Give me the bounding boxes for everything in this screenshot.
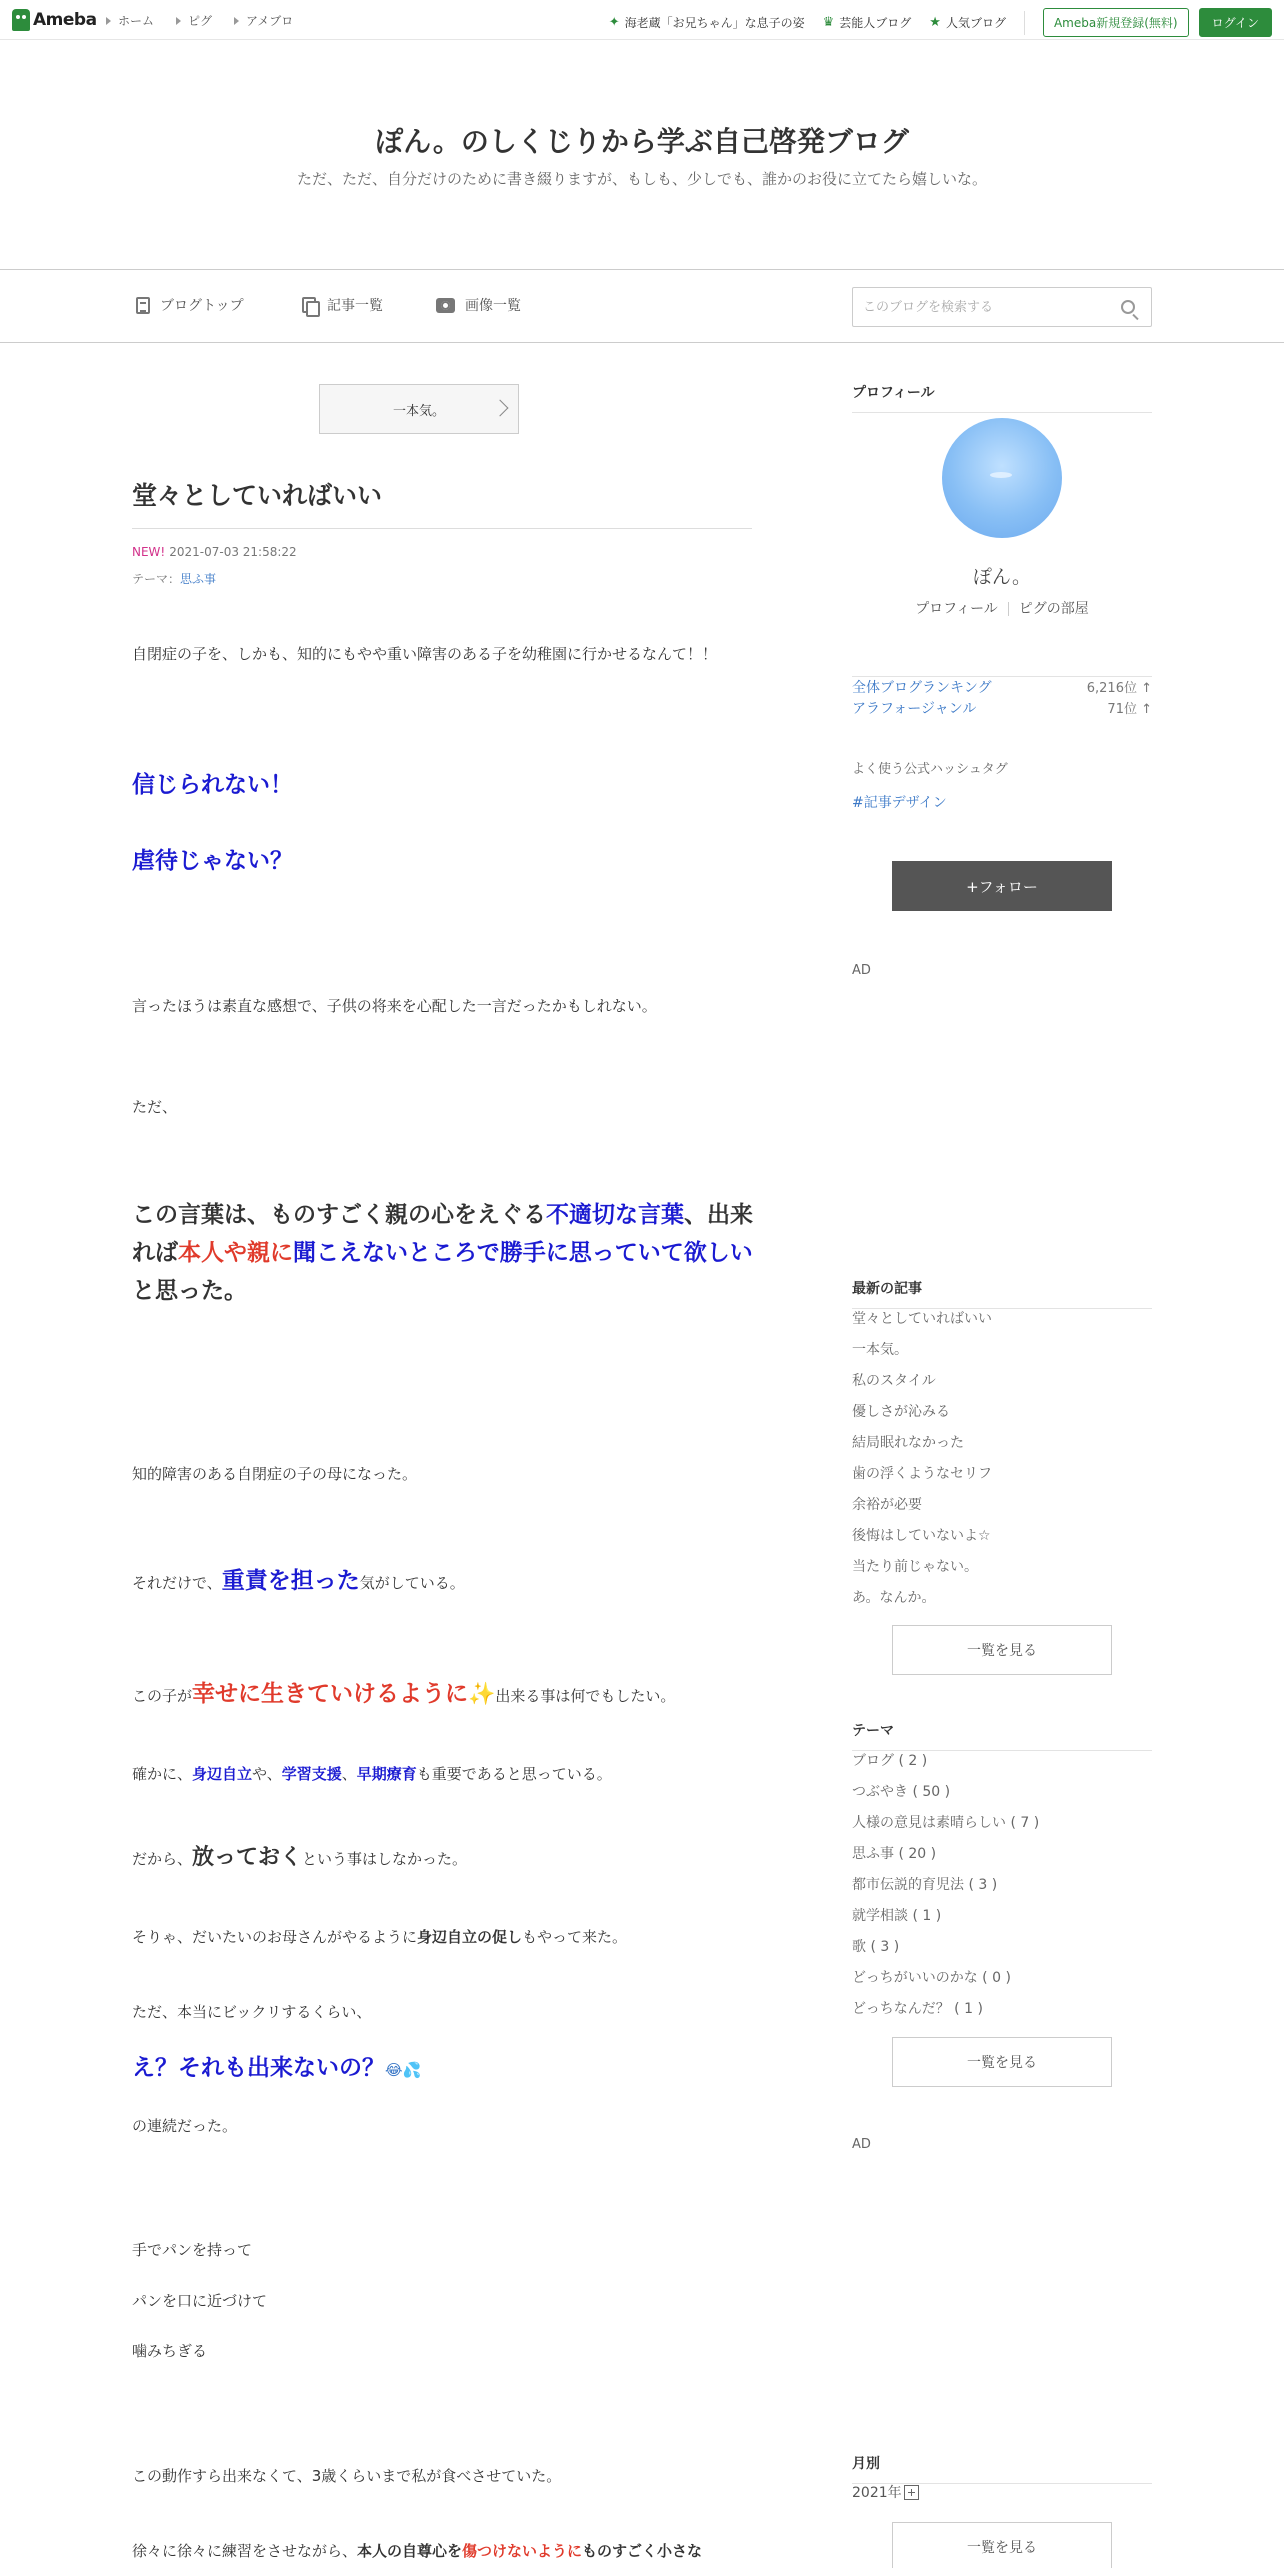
blog-header (0, 40, 1284, 270)
blog-title[interactable]: ぽん。のしくじりから学ぶ自己啓発ブログ (375, 125, 909, 158)
recent-item[interactable]: 堂々としていればいい (852, 1311, 992, 1327)
ad-label: AD (852, 2137, 871, 2152)
star-icon: ★ (929, 15, 941, 30)
recent-list (852, 1304, 1152, 1614)
paragraph: 確かに、身辺自立や、学習支援、早期療育も重要であると思っている。 (132, 1765, 612, 1783)
entry-title[interactable]: 堂々としていればいい (132, 476, 752, 529)
divider (1008, 602, 1009, 616)
entry-datetime: 2021-07-03 21:58:22 (169, 545, 297, 559)
recent-more-button[interactable]: 一覧を見る (892, 1625, 1112, 1675)
login-button[interactable]: ログイン (1199, 8, 1272, 37)
blog-top-link[interactable]: ブログトップ (136, 295, 244, 315)
profile-link[interactable]: プロフィール (915, 601, 998, 617)
global-nav (106, 12, 293, 29)
hashtag-heading: よく使う公式ハッシュタグ (852, 762, 1008, 777)
divider (1024, 11, 1025, 35)
paragraph: 徐々に徐々に練習をさせながら、本人の自尊心を傷つけないようにものすごく小さな (132, 2542, 703, 2560)
profile-heading: プロフィール (852, 382, 1152, 413)
profile-section (852, 382, 1152, 413)
recent-item[interactable]: 一本気。 (852, 1342, 908, 1358)
paragraph: そりゃ、だいたいのお母さんがやるように身辺自立の促しもやって来た。 (132, 1928, 628, 1946)
chevron-right-icon (492, 400, 509, 417)
register-button[interactable]: Ameba新規登録(無料) (1043, 8, 1189, 37)
recent-item[interactable]: 私のスタイル (852, 1373, 936, 1389)
theme-item[interactable]: 人様の意見は素晴らしい ( 7 ) (852, 1815, 1040, 1831)
theme-item[interactable]: つぶやき ( 50 ) (852, 1784, 951, 1800)
emphasis-paragraph: この言葉は、ものすごく親の心をえぐる不適切な言葉、出来れば本人や親に聞こえないところで勝手に思っていて欲しいと思った。 (132, 1202, 753, 1304)
nav-home[interactable]: ホーム (106, 12, 154, 29)
pig-room-link[interactable]: ピグの部屋 (1018, 601, 1089, 617)
document-icon (136, 297, 150, 314)
ameba-logo-icon (12, 9, 30, 31)
paragraph: 自閉症の子を、しかも、知的にもやや重い障害のある子を幼稚園に行かせるなんて！！ (132, 645, 718, 663)
rank-all: 全体ブログランキング 6,216位 ↑ (852, 676, 1152, 697)
rank-genre: アラフォージャンル 71位 ↑ (852, 701, 1152, 717)
blog-description: ただ、ただ、自分だけのために書き綴りますが、もしも、少しでも、誰かのお役に立てたら嬉しいな。 (296, 170, 987, 188)
ameba-logo[interactable]: Ameba (12, 8, 97, 32)
recent-item[interactable]: 余裕が必要 (852, 1497, 922, 1513)
sparkle-icon: ✨ (468, 1682, 496, 1707)
triangle-right-icon (106, 17, 111, 25)
entry-list-link[interactable]: 記事一覧 (302, 295, 383, 315)
recent-item[interactable]: 歯の浮くようなセリフ (852, 1466, 992, 1482)
monthly-more-button[interactable]: 一覧を見る (892, 2522, 1112, 2568)
paragraph: の連続だった。 (132, 2117, 238, 2135)
recent-heading: 最新の記事 (852, 1278, 1152, 1309)
plus-box-icon (904, 2485, 919, 2500)
global-header (0, 0, 1284, 40)
search-icon[interactable] (1121, 300, 1135, 314)
paragraph: この動作すら出来なくて、3歳くらいまで私が食べさせていた。 (132, 2467, 562, 2485)
crown-icon: ♛ (822, 15, 835, 30)
theme-item[interactable]: ブログ ( 2 ) (852, 1753, 928, 1769)
theme-item[interactable]: どっちなんだ？ ( 1 ) (852, 2001, 983, 2017)
ad-label: AD (852, 963, 871, 978)
recent-item[interactable]: 後悔はしていないよ☆ (852, 1528, 991, 1544)
recent-item[interactable]: 当たり前じゃない。 (852, 1559, 978, 1575)
blog-search (852, 287, 1152, 327)
nav-ameblo[interactable]: アメブロ (234, 12, 293, 29)
entry-theme: テーマ：思ふ事 (132, 572, 217, 586)
blog-nav (0, 271, 1284, 343)
recent-item[interactable]: 結局眠れなかった (852, 1435, 964, 1451)
paragraph: 噛みちぎる (132, 2342, 208, 2360)
entry-meta (132, 545, 297, 559)
link-ebizo[interactable]: ✦ 海老蔵「お兄ちゃん」な息子の姿 (608, 15, 805, 30)
heading-shinji: 信じられない！ (132, 772, 293, 798)
link-popular-blog[interactable]: ★ 人気ブログ (929, 15, 1006, 30)
hashtag-link[interactable]: #記事デザイン (852, 795, 947, 811)
paragraph: 手でパンを持って (132, 2241, 253, 2259)
entry-theme-link[interactable]: 思ふ事 (180, 572, 217, 586)
paragraph: それだけで、重責を担った気がしている。 (132, 1568, 465, 1594)
theme-item[interactable]: 就学相談 ( 1 ) (852, 1908, 942, 1924)
sparkle-icon: ✦ (608, 15, 620, 30)
global-right (609, 8, 1272, 37)
theme-item[interactable]: 思ふ事 ( 20 ) (852, 1846, 937, 1862)
paragraph: ただ、 (132, 1098, 178, 1116)
new-badge: NEW! (132, 545, 166, 559)
profile-links (852, 598, 1152, 618)
paragraph: だから、放っておくという事はしなかった。 (132, 1845, 468, 1870)
camera-icon (436, 298, 455, 313)
prev-entry-button[interactable]: 一本気。 (319, 384, 519, 434)
follow-button[interactable]: +フォロー (892, 861, 1112, 911)
year-toggle[interactable]: 2021年 (852, 2482, 919, 2502)
image-list-link[interactable]: 画像一覧 (436, 295, 521, 315)
theme-item[interactable]: 歌 ( 3 ) (852, 1939, 900, 1955)
heading-e: え？それも出来ないの？😂💦 (132, 2055, 422, 2081)
paragraph: 言ったほうは素直な感想で、子供の将来を心配した一言だったかもしれない。 (132, 997, 657, 1015)
link-celebrity-blog[interactable]: ♛ 芸能人ブログ (822, 15, 912, 30)
triangle-right-icon (234, 17, 239, 25)
copy-icon (302, 297, 317, 314)
theme-list (852, 1746, 1152, 2025)
nav-pigg[interactable]: ピグ (176, 12, 212, 29)
theme-item[interactable]: 都市伝説的育児法 ( 3 ) (852, 1877, 998, 1893)
theme-more-button[interactable]: 一覧を見る (892, 2037, 1112, 2087)
triangle-right-icon (176, 17, 181, 25)
paragraph: 知的障害のある自閉症の子の母になった。 (132, 1465, 418, 1483)
recent-item[interactable]: 優しさが沁みる (852, 1404, 950, 1420)
recent-item[interactable]: あ。なんか。 (852, 1590, 936, 1606)
monthly-section (852, 2453, 1152, 2484)
theme-heading: テーマ (852, 1720, 1152, 1751)
search-input[interactable] (853, 288, 1103, 326)
paragraph: この子が幸せに生きていけるように✨出来る事は何でもしたい。 (132, 1681, 676, 1707)
theme-item[interactable]: どっちがいいのかな ( 0 ) (852, 1970, 1011, 1986)
paragraph: ただ、本当にビックリするくらい、 (132, 2003, 372, 2021)
monthly-heading: 月別 (852, 2453, 1152, 2484)
tears-emoji-icon: 😂💦 (385, 2061, 422, 2079)
avatar[interactable] (942, 418, 1062, 538)
heading-gyakutai: 虐待じゃない？ (132, 848, 293, 874)
paragraph: パンを口に近づけて (132, 2292, 268, 2310)
profile-name[interactable]: ぽん。 (972, 566, 1032, 588)
